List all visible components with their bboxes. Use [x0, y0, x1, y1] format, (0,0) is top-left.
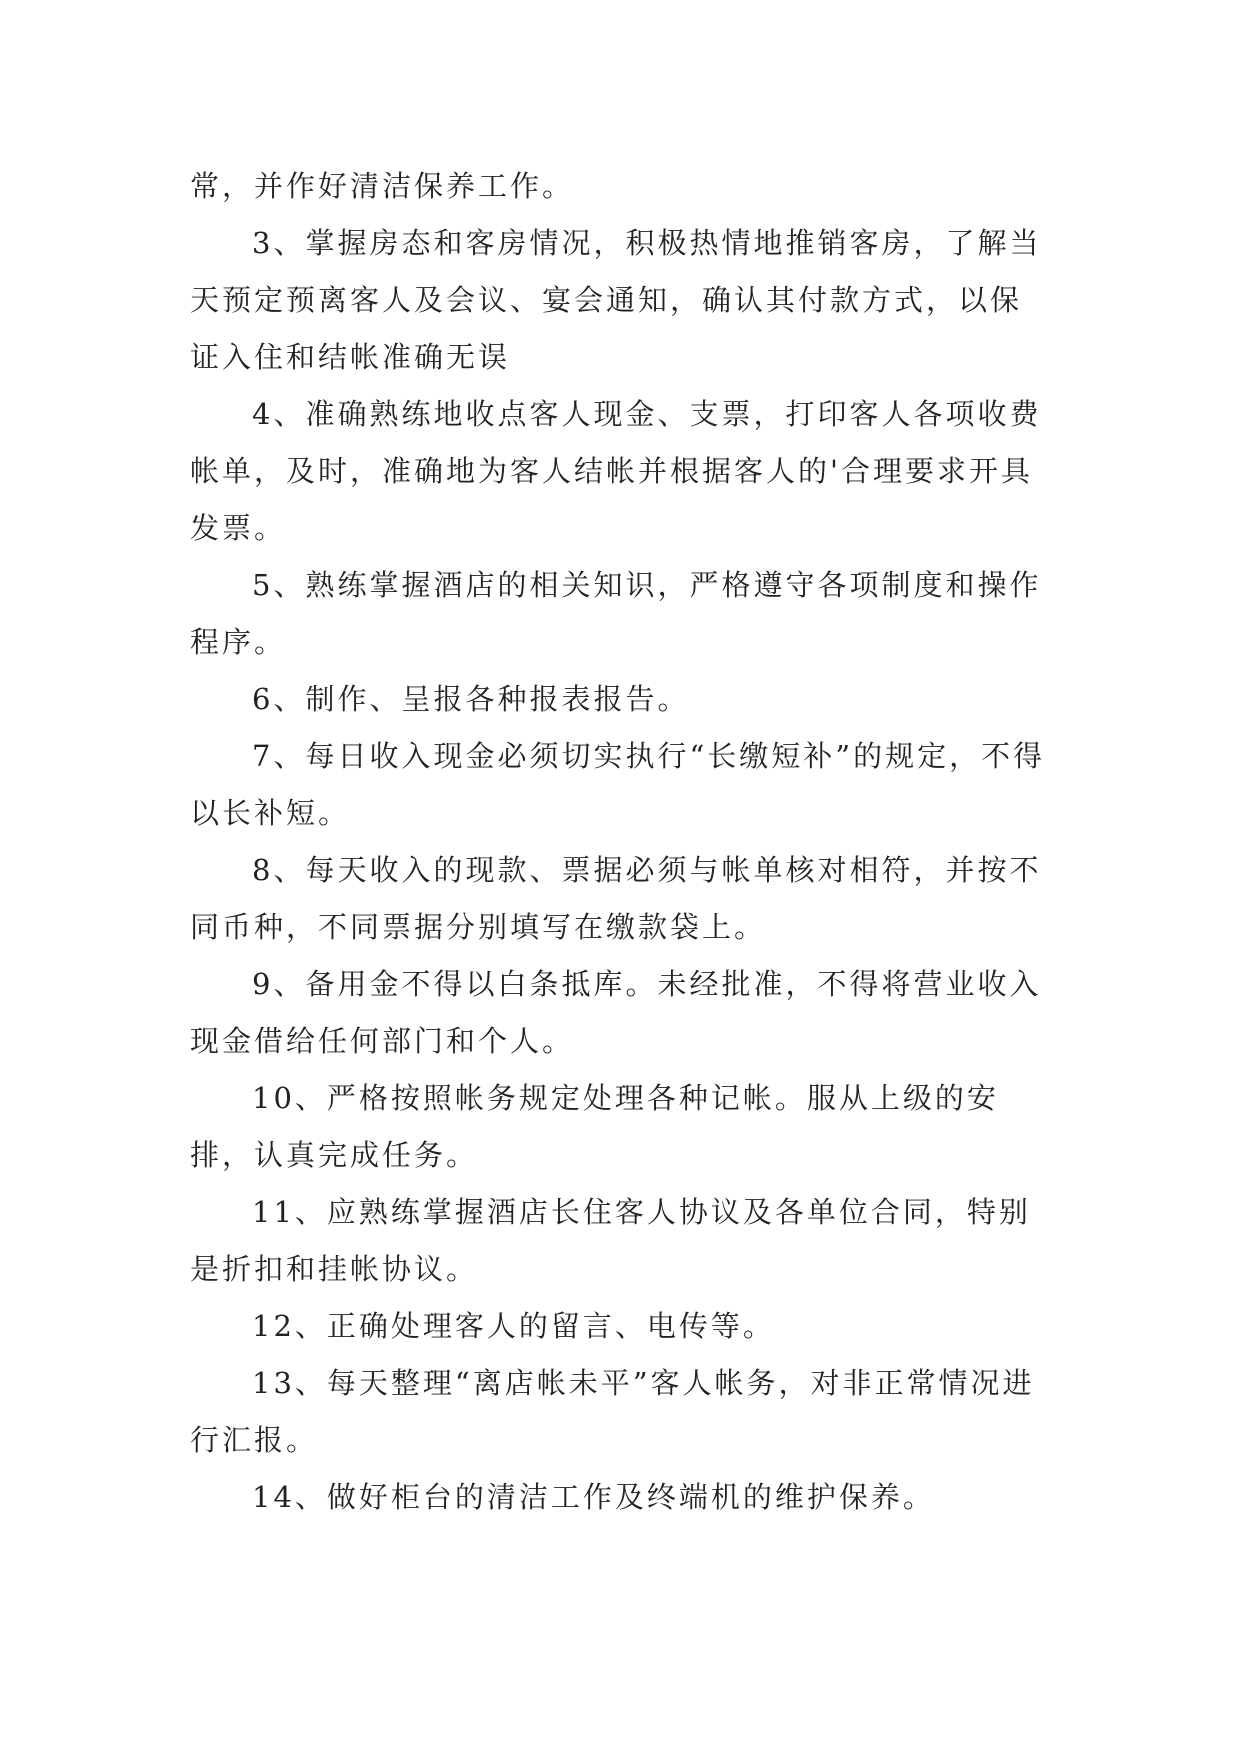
- paragraph-13: 13、每天整理“离店帐未平”客人帐务，对非正常情况进行汇报。: [190, 1366, 1035, 1457]
- document-body: [190, 158, 1052, 1526]
- paragraph-5: 5、熟练掌握酒店的相关知识，严格遵守各项制度和操作程序。: [190, 568, 1042, 659]
- paragraph-10: 10、严格按照帐务规定处理各种记帐。服从上级的安排，认真完成任务。: [190, 1081, 999, 1172]
- paragraph-4: 4、准确熟练地收点客人现金、支票，打印客人各项收费帐单，及时，准确地为客人结帐并根据客人的'合理要求开具发票。: [190, 397, 1042, 545]
- paragraph-8: 8、每天收入的现款、票据必须与帐单核对相符，并按不同币种，不同票据分别填写在缴款袋上。: [190, 853, 1042, 944]
- paragraph-11: 11、应熟练掌握酒店长住客人协议及各单位合同，特别是折扣和挂帐协议。: [190, 1195, 1031, 1286]
- paragraph-9: 9、备用金不得以白条抵库。未经批准，不得将营业收入现金借给任何部门和个人。: [190, 967, 1042, 1058]
- paragraph-14: 14、做好柜台的清洁工作及终端机的维护保养。: [252, 1480, 935, 1514]
- paragraph-0: 常，并作好清洁保养工作。: [190, 169, 575, 203]
- paragraph-12: 12、正确处理客人的留言、电传等。: [252, 1309, 775, 1343]
- paragraph-7: 7、每日收入现金必须切实执行“长缴短补”的规定，不得以长补短。: [190, 739, 1046, 830]
- paragraph-6: 6、制作、呈报各种报表报告。: [252, 682, 690, 716]
- paragraph-3: 3、掌握房态和客房情况，积极热情地推销客房，了解当天预定预离客人及会议、宴会通知，确认其付款方式，以保证入住和结帐准确无误: [190, 226, 1042, 374]
